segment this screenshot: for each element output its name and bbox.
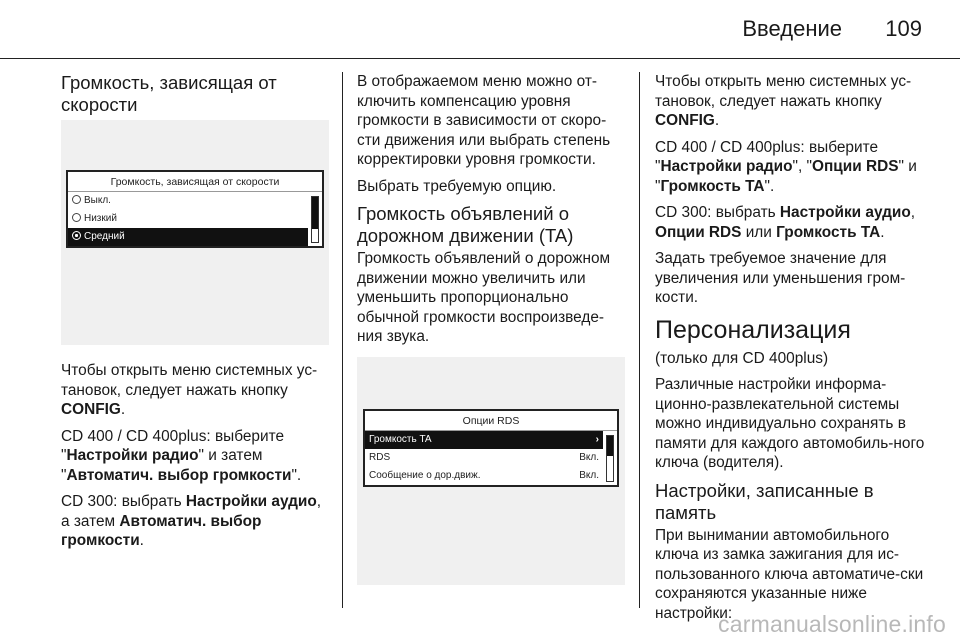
chevron-right-icon: › (595, 433, 599, 445)
screen-image-rds-options (357, 357, 625, 585)
header-title: Введение (742, 16, 842, 41)
radio-selected-icon (72, 231, 81, 240)
paragraph: Чтобы открыть меню системных ус-тановок, следует нажать кнопку CONFIG. (655, 73, 912, 129)
section-heading-saved-settings: Настройки, записанные в память (655, 479, 874, 523)
paragraph: Выбрать требуемую опцию. (357, 177, 557, 195)
page-number: 109 (885, 16, 922, 41)
header-divider (0, 58, 960, 59)
paragraph: Различные настройки информа-ционно-развлекательной системы можно индивидуально сохранять в памяти для каждого автомобиль-ного ключа (водителя). (655, 376, 925, 471)
section-heading-ta-volume: Громкость объявлений о дорожном движении (TA) (357, 203, 574, 246)
scrollbar (606, 435, 614, 482)
paragraph: CD 300: выбрать Настройки аудио, Опции RDS или Громкость TA. (655, 204, 916, 241)
display-screen (66, 170, 324, 248)
paragraph: CD 400 / CD 400plus: выберите "Настройки радио" и затем "Автоматич. выбор громкости". (61, 427, 302, 484)
section-heading-speed-volume: Громкость, зависящая от скорости (61, 72, 277, 115)
paragraph: Чтобы открыть меню системных ус-тановок, следует нажать кнопку CONFIG. (61, 362, 318, 418)
section-heading-personalization: Персонализация (655, 315, 851, 344)
screen-title: Опции RDS (365, 411, 617, 431)
paragraph: Задать требуемое значение для увеличения или уменьшения гром-кости. (655, 250, 906, 306)
display-screen (363, 409, 619, 487)
option-off: Выкл. (68, 192, 308, 210)
radio-icon (72, 195, 81, 204)
paragraph: В отображаемом меню можно от-ключить компенсацию уровня громкости в зависимости от скоро-сти движения или выбрать степень корректировки уровня громкости. (357, 73, 611, 168)
row-rds: RDS Вкл. (369, 451, 599, 463)
column-3 (655, 72, 927, 630)
scrollbar (311, 196, 319, 243)
column-divider-2 (639, 72, 640, 608)
column-2 (357, 72, 625, 585)
column-1 (61, 72, 333, 558)
scroll-thumb (607, 436, 613, 456)
row-ta-volume: Громкость TA › (365, 431, 603, 449)
watermark: carmanualsonline.info (718, 611, 946, 637)
column-divider-1 (342, 72, 343, 608)
option-medium: Средний (68, 228, 308, 246)
scroll-thumb (312, 197, 318, 229)
row-traffic-message: Сообщение о дор.движ. Вкл. (369, 469, 599, 481)
paragraph: CD 400 / CD 400plus: выберите "Настройки радио", "Опции RDS" и "Громкость TA". (655, 138, 917, 195)
radio-icon (72, 213, 81, 222)
paragraph: При вынимании автомобильного ключа из замка зажигания для ис-пользованного ключа автоматиче-ски сохраняются указанные ниже настройки: (655, 526, 924, 622)
screen-image-speed-volume (61, 120, 329, 345)
paragraph: CD 300: выбрать Настройки аудио, а затем Автоматич. выбор громкости. (61, 493, 322, 549)
paragraph: (только для CD 400plus) (655, 349, 829, 367)
screen-title: Громкость, зависящая от скорости (68, 172, 322, 192)
option-low: Низкий (68, 210, 308, 228)
paragraph: Громкость объявлений о дорожном движении можно увеличить или уменьшить пропорционально обычной громкости воспроизведе-ния звука. (357, 250, 611, 345)
